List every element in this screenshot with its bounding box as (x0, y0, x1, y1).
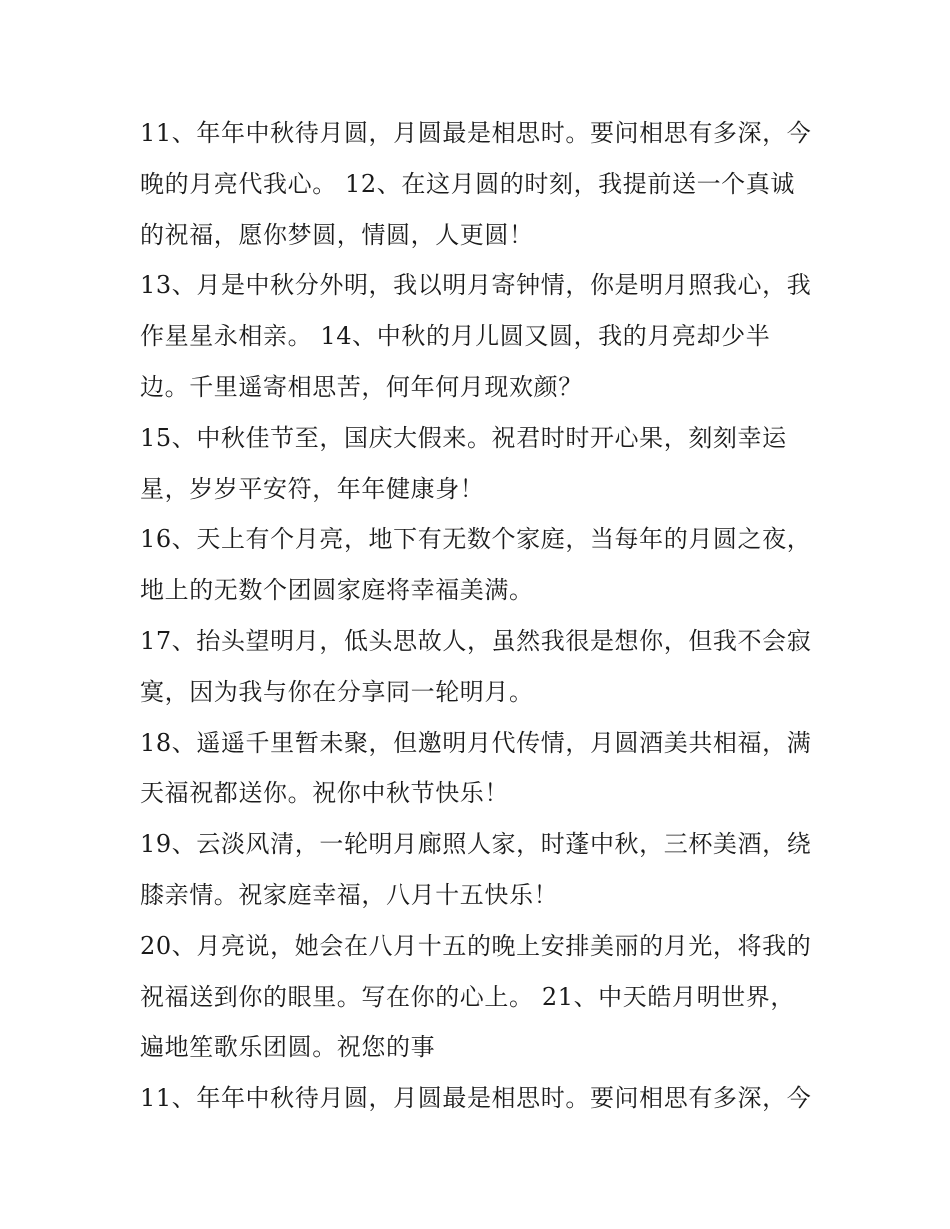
text-line: 11、年年中秋待月圆，月圆最是相思时。要问相思有多深，今 (140, 1084, 812, 1113)
text-line: 19、云淡风清，一轮明月廊照人家，时蓬中秋，三杯美酒，绕 (140, 830, 812, 859)
text-line: 20、月亮说，她会在八月十五的晚上安排美丽的月光，将我的 (140, 931, 812, 960)
text-line: 13、月是中秋分外明，我以明月寄钟情，你是明月照我心，我 (140, 271, 812, 300)
text-line: 寞，因为我与你在分享同一轮明月。 (140, 677, 534, 706)
text-line: 天福祝都送你。祝你中秋节快乐！ (140, 779, 509, 808)
text-line: 祝福送到你的眼里。写在你的心上。 21、中天皓月明世界， (140, 982, 795, 1011)
text-line: 作星星永相亲。 14、中秋的月儿圆又圆，我的月亮却少半 (140, 322, 771, 351)
text-line: 的祝福，愿你梦圆，情圆，人更圆！ (140, 220, 534, 249)
text-line: 星，岁岁平安符，年年健康身！ (140, 474, 485, 503)
text-line: 15、中秋佳节至，国庆大假来。祝君时时开心果，刻刻幸运 (140, 423, 787, 452)
text-line: 11、年年中秋待月圆，月圆最是相思时。要问相思有多深，今 (140, 119, 812, 147)
document-body (140, 108, 820, 1124)
text-line: 边。千里遥寄相思苦，何年何月现欢颜？ (140, 372, 583, 401)
text-line: 17、抬头望明月，低头思故人，虽然我很是想你，但我不会寂 (140, 626, 812, 655)
text-line: 遍地笙歌乐团圆。祝您的事 (140, 1033, 436, 1062)
text-line: 16、天上有个月亮，地下有无数个家庭，当每年的月圆之夜， (140, 525, 812, 554)
text-line: 18、遥遥千里暂未聚，但邀明月代传情，月圆酒美共相福，满 (140, 728, 812, 757)
text-line: 地上的无数个团圆家庭将幸福美满。 (140, 576, 534, 605)
text-line: 晚的月亮代我心。 12、在这月圆的时刻，我提前送一个真诚 (140, 169, 795, 198)
text-line: 膝亲情。祝家庭幸福，八月十五快乐！ (140, 880, 559, 909)
